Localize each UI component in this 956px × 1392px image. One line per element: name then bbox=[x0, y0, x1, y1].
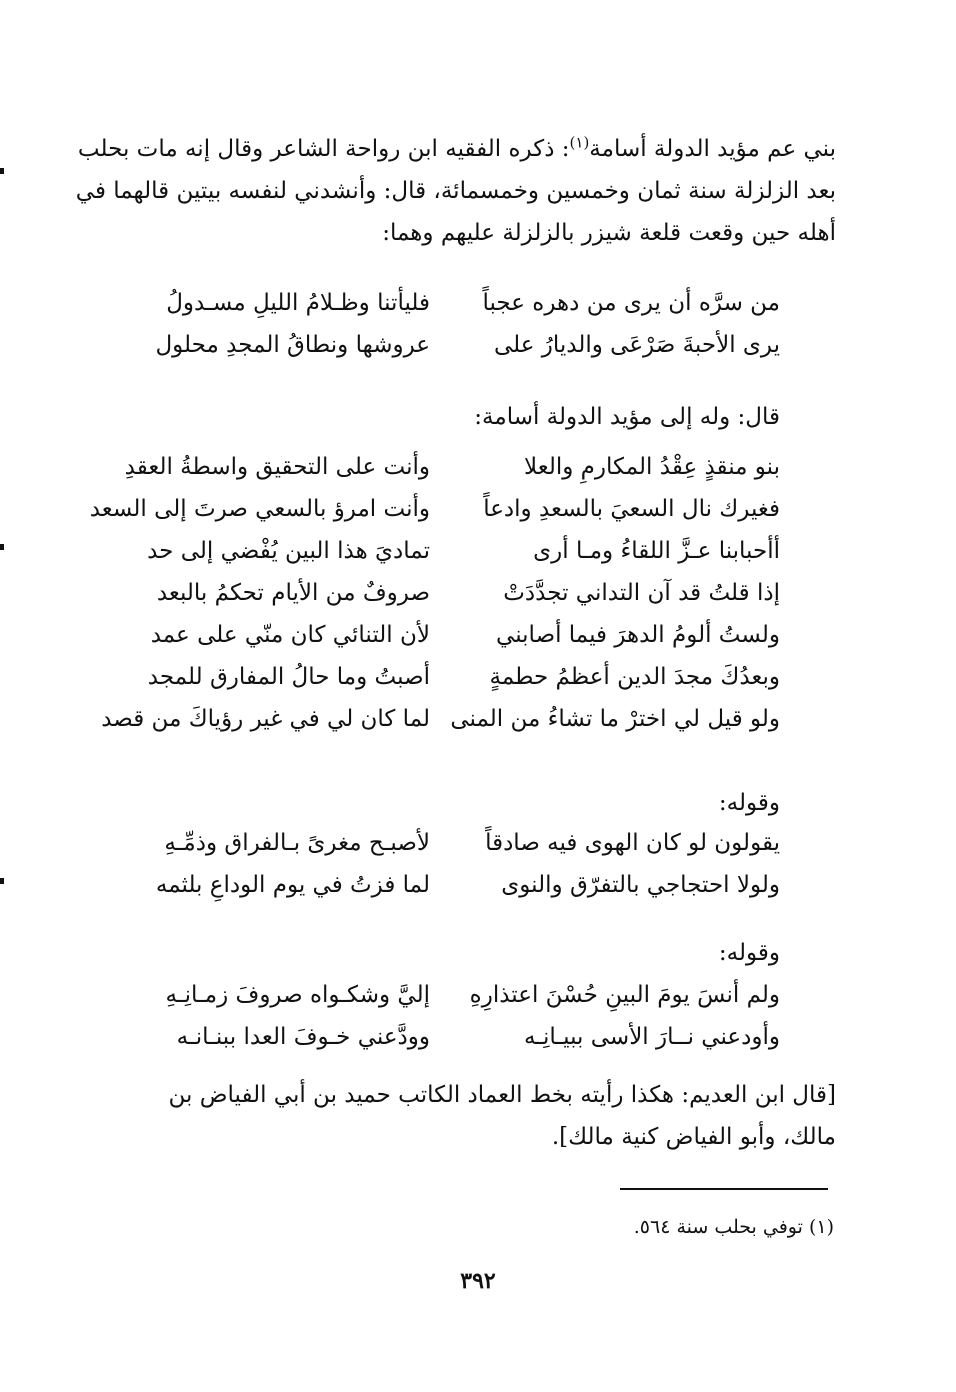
first-hemistich: إذا قلتُ قد آن التداني تجدَّدَتْ bbox=[503, 580, 780, 606]
closing-line-2: مالك، وأبو الفياض كنية مالك]. bbox=[551, 1124, 836, 1150]
second-hemistich: لأن التنائي كان منّي على عمد bbox=[150, 622, 430, 648]
poem-1 bbox=[140, 282, 780, 366]
first-hemistich: يقولون لو كان الهوى فيه صادقاً bbox=[485, 830, 780, 856]
page-number: ٣٩٢ bbox=[460, 1268, 496, 1294]
second-hemistich: وودَّعني خـوفَ العدا ببنـانـه bbox=[176, 1024, 430, 1050]
footnote-marker: (١) bbox=[569, 133, 590, 152]
poem-3 bbox=[140, 822, 780, 906]
verse-line bbox=[140, 614, 780, 656]
second-hemistich: لما فزتُ في يوم الوداعِ بلثمه bbox=[155, 872, 430, 898]
closing-paragraph bbox=[108, 1074, 836, 1158]
verse-line bbox=[89, 488, 780, 530]
second-hemistich: وأنت على التحقيق واسطةُ العقدِ bbox=[124, 454, 430, 480]
verse-line bbox=[140, 1016, 780, 1058]
second-hemistich: أصبتُ وما حالُ المفارق للمجد bbox=[147, 664, 430, 690]
scan-edge-mark bbox=[0, 878, 4, 884]
first-hemistich: يرى الأحبةَ صَرْعَى والديارُ على bbox=[493, 332, 780, 358]
section-label: وقوله: bbox=[718, 790, 780, 816]
intro-line-1: بني عم مؤيد الدولة أسامة$^{(١)}$: ذكره الفقيه ابن رواحة الشاعر وقال إنه مات بحلب bbox=[77, 133, 836, 162]
second-hemistich: عروشها ونطاقُ المجدِ محلول bbox=[155, 332, 430, 358]
second-hemistich: تماديَ هذا البين يُفْضي إلى حد bbox=[147, 538, 430, 564]
footnote-rule bbox=[620, 1188, 828, 1190]
verse-line bbox=[140, 572, 780, 614]
verse-line bbox=[140, 324, 780, 366]
first-hemistich: من سرَّه أن يرى من دهره عجباً bbox=[482, 290, 780, 316]
section-label: وقوله: bbox=[718, 940, 780, 966]
second-hemistich: لما كان لي في غير رؤياكَ من قصد bbox=[101, 706, 430, 732]
second-hemistich: صروفٌ من الأيام تحكمُ بالبعد bbox=[156, 580, 430, 606]
poem-4 bbox=[140, 974, 780, 1058]
second-hemistich: لأصبـح مغرىً بـالفراق وذمِّـهِ bbox=[164, 830, 430, 856]
verse-line bbox=[124, 446, 780, 488]
scan-edge-mark bbox=[0, 544, 4, 550]
first-hemistich: أأحبابنا عـزَّ اللقاءُ ومـا أرى bbox=[533, 538, 780, 564]
intro-line-3: أهله حين وقعت قلعة شيزر بالزلزلة عليهم وهما: bbox=[382, 220, 836, 246]
verse-line bbox=[101, 698, 780, 740]
second-hemistich: فليأتنا وظـلامُ الليلِ مسـدولُ bbox=[166, 290, 430, 316]
first-hemistich: فغيرك نال السعيَ بالسعدِ وادعاً bbox=[483, 496, 780, 522]
second-hemistich: إليَّ وشكـواه صروفَ زمـانِـهِ bbox=[165, 982, 430, 1008]
verse-line bbox=[140, 282, 780, 324]
verse-line bbox=[140, 530, 780, 572]
intro-line-2: بعد الزلزلة سنة ثمان وخمسين وخمسمائة، قال: وأنشدني لنفسه بيتين قالهما في bbox=[75, 178, 836, 204]
poem-2 bbox=[89, 446, 780, 740]
verse-line bbox=[140, 656, 780, 698]
first-hemistich: ولم أنسَ يومَ البينِ حُسْنَ اعتذارِهِ bbox=[469, 982, 780, 1008]
first-hemistich: بنو منقذٍ عِقْدُ المكارمِ والعلا bbox=[524, 454, 780, 480]
footnote: (١) توفي بحلب سنة ٥٦٤. bbox=[633, 1216, 834, 1238]
second-hemistich: وأنت امرؤ بالسعي صرتَ إلى السعد bbox=[89, 496, 430, 522]
first-hemistich: وأودعني نــارَ الأسى ببيـانِـه bbox=[523, 1024, 780, 1050]
scan-edge-mark bbox=[0, 168, 4, 174]
first-hemistich: وبعدُكَ مجدَ الدين أعظمُ حطمةٍ bbox=[489, 664, 780, 690]
closing-line-1: [قال ابن العديم: هكذا رأيته بخط العماد الكاتب حميد بن أبي الفياض بن bbox=[168, 1082, 836, 1108]
first-hemistich: ولو قيل لي اخترْ ما تشاءُ من المنى bbox=[450, 706, 780, 732]
verse-line bbox=[140, 864, 780, 906]
section-label: قال: وله إلى مؤيد الدولة أسامة: bbox=[474, 404, 780, 430]
first-hemistich: ولولا احتجاجي بالتفرّق والنوى bbox=[501, 872, 780, 898]
verse-line bbox=[140, 822, 780, 864]
verse-line bbox=[140, 974, 780, 1016]
intro-paragraph bbox=[75, 128, 836, 254]
first-hemistich: ولستُ ألومُ الدهرَ فيما أصابني bbox=[496, 622, 780, 648]
